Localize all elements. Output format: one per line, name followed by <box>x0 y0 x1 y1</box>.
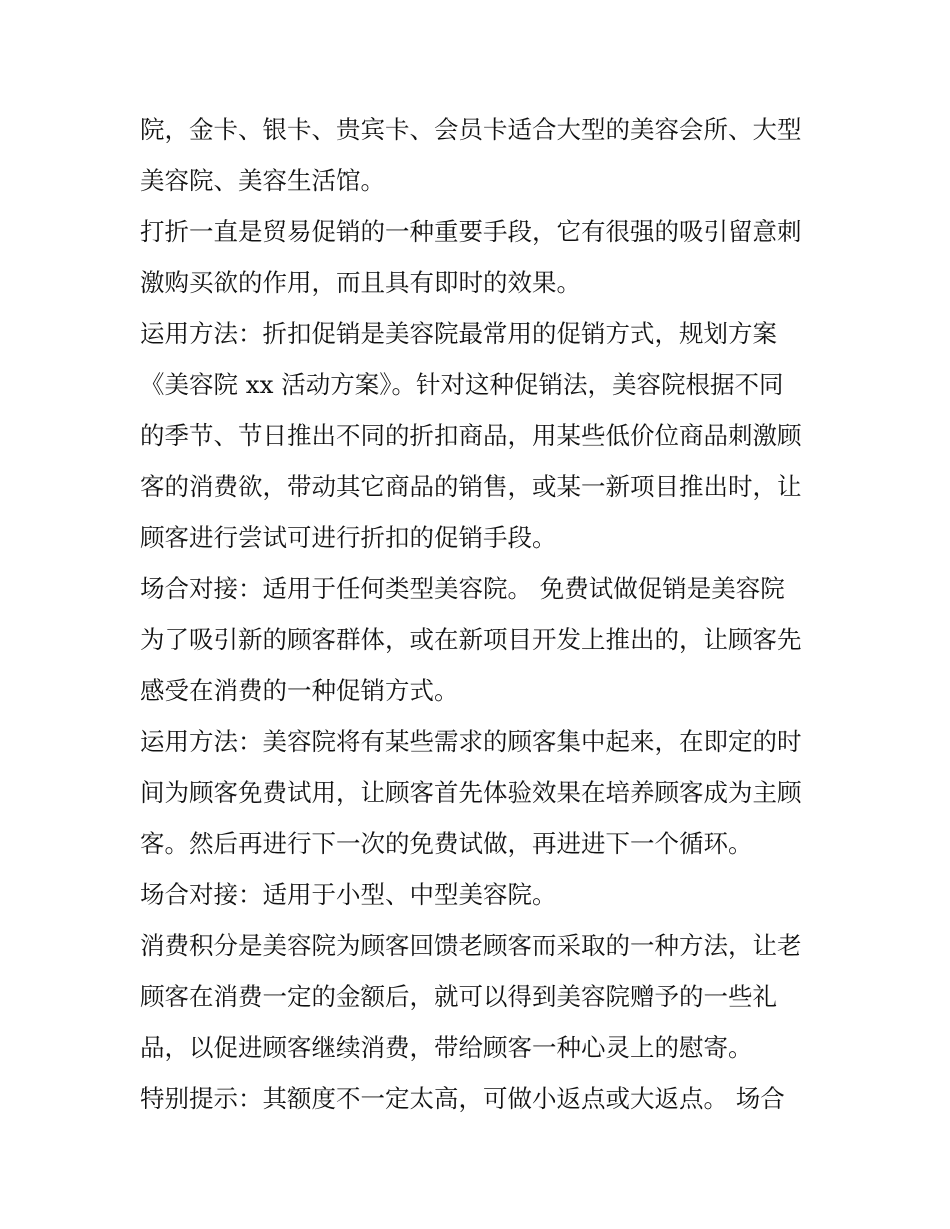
text-line-3: 打折一直是贸易促销的一种重要手段，它有很强的吸引留意刺 <box>140 217 802 246</box>
text-line-16: 场合对接：适用于小型、中型美容院。 <box>140 880 557 909</box>
text-line-13: 运用方法：美容院将有某些需求的顾客集中起来，在即定的时 <box>140 727 802 756</box>
text-line-17: 消费积分是美容院为顾客回馈老顾客而采取的一种方法，让老 <box>140 931 802 960</box>
text-line-8: 客的消费欲，带动其它商品的销售，或某一新项目推出时，让 <box>140 472 802 501</box>
text-line-14: 间为顾客免费试用，让顾客首先体验效果在培养顾客成为主顾 <box>140 778 802 807</box>
text-line-19: 品，以促进顾客继续消费，带给顾客一种心灵上的慰寄。 <box>140 1033 753 1062</box>
text-line-11: 为了吸引新的顾客群体，或在新项目开发上推出的，让顾客先 <box>140 625 802 654</box>
text-line-12: 感受在消费的一种促销方式。 <box>140 676 459 705</box>
body-text <box>140 104 820 1124</box>
text-line-9: 顾客进行尝试可进行折扣的促销手段。 <box>140 523 557 552</box>
text-line-10: 场合对接：适用于任何类型美容院。 免费试做促销是美容院 <box>140 574 785 603</box>
text-line-1: 院，金卡、银卡、贵宾卡、会员卡适合大型的美容会所、大型 <box>140 115 802 144</box>
text-line-4: 激购买欲的作用，而且具有即时的效果。 <box>140 268 581 297</box>
text-line-20: 特别提示：其额度不一定太高，可做小返点或大返点。 场合 <box>140 1084 785 1113</box>
text-line-5: 运用方法：折扣促销是美容院最常用的促销方式，规划方案 <box>140 319 777 348</box>
text-line-18: 顾客在消费一定的金额后，就可以得到美容院赠予的一些礼 <box>140 982 777 1011</box>
text-line-2: 美容院、美容生活馆。 <box>140 166 385 195</box>
text-line-7: 的季节、节日推出不同的折扣商品，用某些低价位商品刺激顾 <box>140 421 802 450</box>
text-line-6: 《美容院 xx 活动方案》。针对这种促销法，美容院根据不同 <box>140 370 784 399</box>
text-line-15: 客。然后再进行下一次的免费试做，再进进下一个循环。 <box>140 829 753 858</box>
